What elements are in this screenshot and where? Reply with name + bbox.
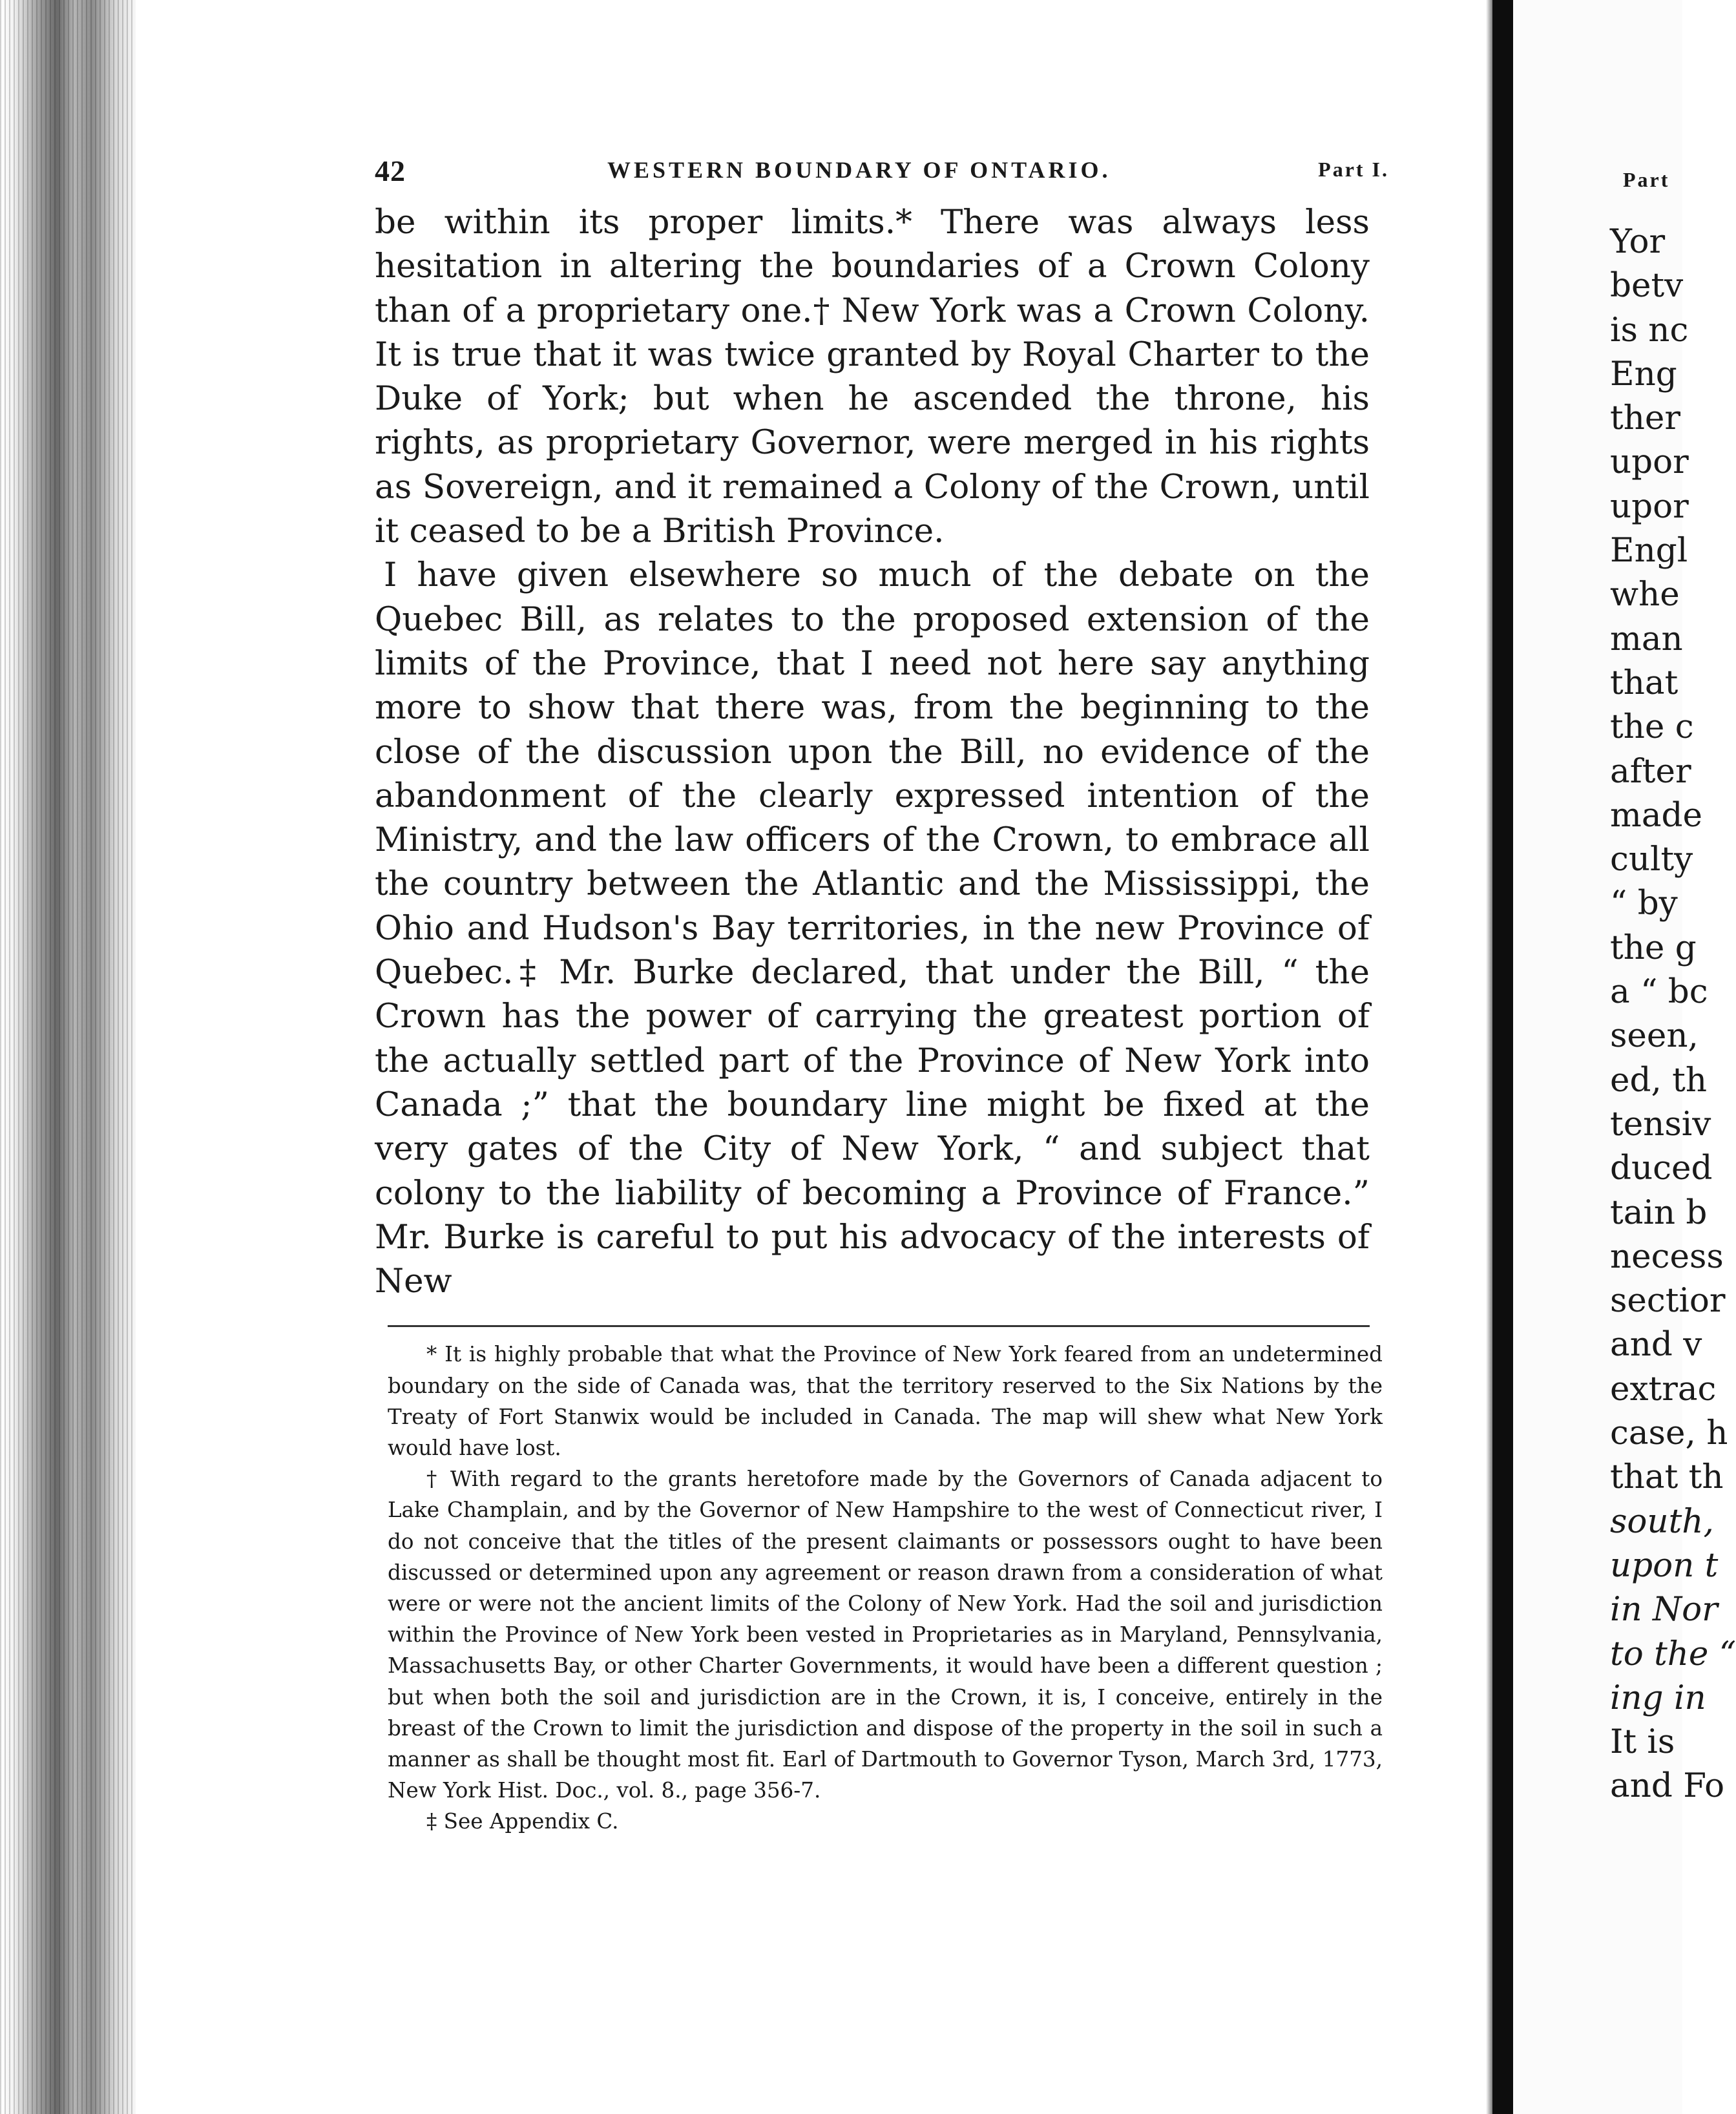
footnote-double-dagger: ‡ See Appendix C. [426, 1809, 619, 1834]
right-page-header: Part [1623, 168, 1670, 191]
right-page-fragment [1513, 0, 1736, 2114]
right-page-line: seen, [1610, 1016, 1699, 1056]
right-page-line: to the “ [1610, 1634, 1736, 1673]
right-page-line: case, h [1610, 1414, 1728, 1453]
right-page-line: a “ bc [1610, 972, 1708, 1012]
footnote-asterisk: * It is highly probable that what the Province of New York feared from an undetermined boundary on the side of Canada was, that the territory reserved to the Six Nations by the Treaty of Fort Stanwix would be included in Canada. The map will shew what New York would have lost. [388, 1342, 1383, 1461]
right-page-line: ing in [1610, 1678, 1706, 1717]
right-page-line: Yor [1610, 222, 1666, 261]
right-page-line: betv [1610, 266, 1684, 306]
footnotes [388, 1339, 1383, 1837]
right-page-line: “ by [1610, 884, 1678, 923]
right-page-line: upon t [1610, 1545, 1719, 1585]
right-page-line: necess [1610, 1237, 1724, 1276]
page-header [375, 149, 1389, 200]
right-page-line: and v [1610, 1325, 1702, 1365]
right-page-line: culty [1610, 840, 1693, 879]
right-page-line: extrac [1610, 1369, 1717, 1408]
right-page-lines [1610, 220, 1736, 1808]
right-page-line: that [1610, 663, 1678, 702]
right-page-line: sectior [1610, 1281, 1726, 1321]
right-page-line: ther [1610, 399, 1680, 438]
right-page-line: duced [1610, 1149, 1713, 1188]
right-page-line: Eng [1610, 354, 1677, 393]
running-title: WESTERN BOUNDARY OF ONTARIO. [607, 157, 1111, 183]
right-page-line: tain b [1610, 1193, 1708, 1232]
page-shadow [1486, 0, 1492, 2114]
right-page-line: ed, th [1610, 1060, 1708, 1100]
part-label: Part I. [1318, 158, 1389, 181]
book-page-edges [0, 0, 136, 2114]
body-text [375, 200, 1370, 1303]
right-page-line: after [1610, 751, 1691, 791]
right-page-line: that th [1610, 1458, 1724, 1497]
right-page-line: man [1610, 619, 1683, 658]
right-page-line: Engl [1610, 531, 1688, 570]
footnote-dagger: † With regard to the grants heretofore made by the Governors of Canada adjacent to Lake Champlain, and by the Governor of New Hampshire to the west of Connecticut river, I do not conceive that the titles of the present claimants or possessors ought to have been discussed or determined upon any agreement or reason drawn from a consideration of what were or were not the ancient limits of the Colony of New York. Had the soil and jurisdiction within the Province of New York been vested in Proprietaries as in Maryland, Pennsylvania, Massachusetts Bay, or other Charter Governments, it would have been a different question ; but when both the soil and jurisdiction are in the Crown, it is, I conceive, entirely in the breast of the Crown to limit the jurisdiction and dispose of the property in the soil in such a manner as shall be thought most fit. Earl of Dartmouth to Governor Tyson, March 3rd, 1773, New York Hist. Doc., vol. 8., page 356-7. [388, 1467, 1383, 1803]
right-page-line: and Fo [1610, 1766, 1725, 1806]
right-page-line: in Nor [1610, 1590, 1718, 1629]
right-page-line: the c [1610, 707, 1694, 747]
right-page-line: the g [1610, 928, 1697, 967]
paragraph-1: be within its proper limits.* There was always less hesitation in altering the boundaries of a Crown Colony than of a proprietary one.† New York was a Crown Colony. It is true that it was twice granted by Royal Charter to the Duke of York; but when he ascended the throne, his rights, as proprietary Governor, were merged in his rights as Sovereign, and it remained a Colony of the Crown, until it ceased to be a British Province. [375, 203, 1370, 551]
right-page-line: upor [1610, 487, 1689, 526]
right-page-line: whe [1610, 575, 1680, 614]
right-page-line: south, [1610, 1502, 1714, 1541]
footnote-rule [388, 1325, 1370, 1327]
right-page-line: It is [1610, 1722, 1675, 1762]
right-page-line: made [1610, 795, 1702, 835]
right-page-line: is nc [1610, 310, 1689, 350]
paragraph-2: I have given elsewhere so much of the debate on the Quebec Bill, as relates to the proposed extension of the limits of the Province, that I need not here say anything more to show that there was, from the beginning to the close of the discussion upon the Bill, no evidence of the abandonment of the clearly expressed intention of the Ministry, and the law officers of the Crown, to embrace all the country between the Atlantic and the Mississippi, the Ohio and Hudson's Bay territories, in the new Province of Quebec.‡ Mr. Burke declared, that under the Bill, “ the Crown has the power of carrying the greatest portion of the actually settled part of the Province of New York into Canada ;” that the boundary line might be fixed at the very gates of the City of New York, “ and subject that colony to the liability of becoming a Province of France.” Mr. Burke is careful to put his advocacy of the interests of New [375, 556, 1370, 1301]
left-page [375, 149, 1389, 1837]
page-number: 42 [375, 154, 406, 187]
right-page-line: tensiv [1610, 1104, 1711, 1144]
book-gutter [1492, 0, 1513, 2114]
right-page-line: upor [1610, 443, 1689, 482]
